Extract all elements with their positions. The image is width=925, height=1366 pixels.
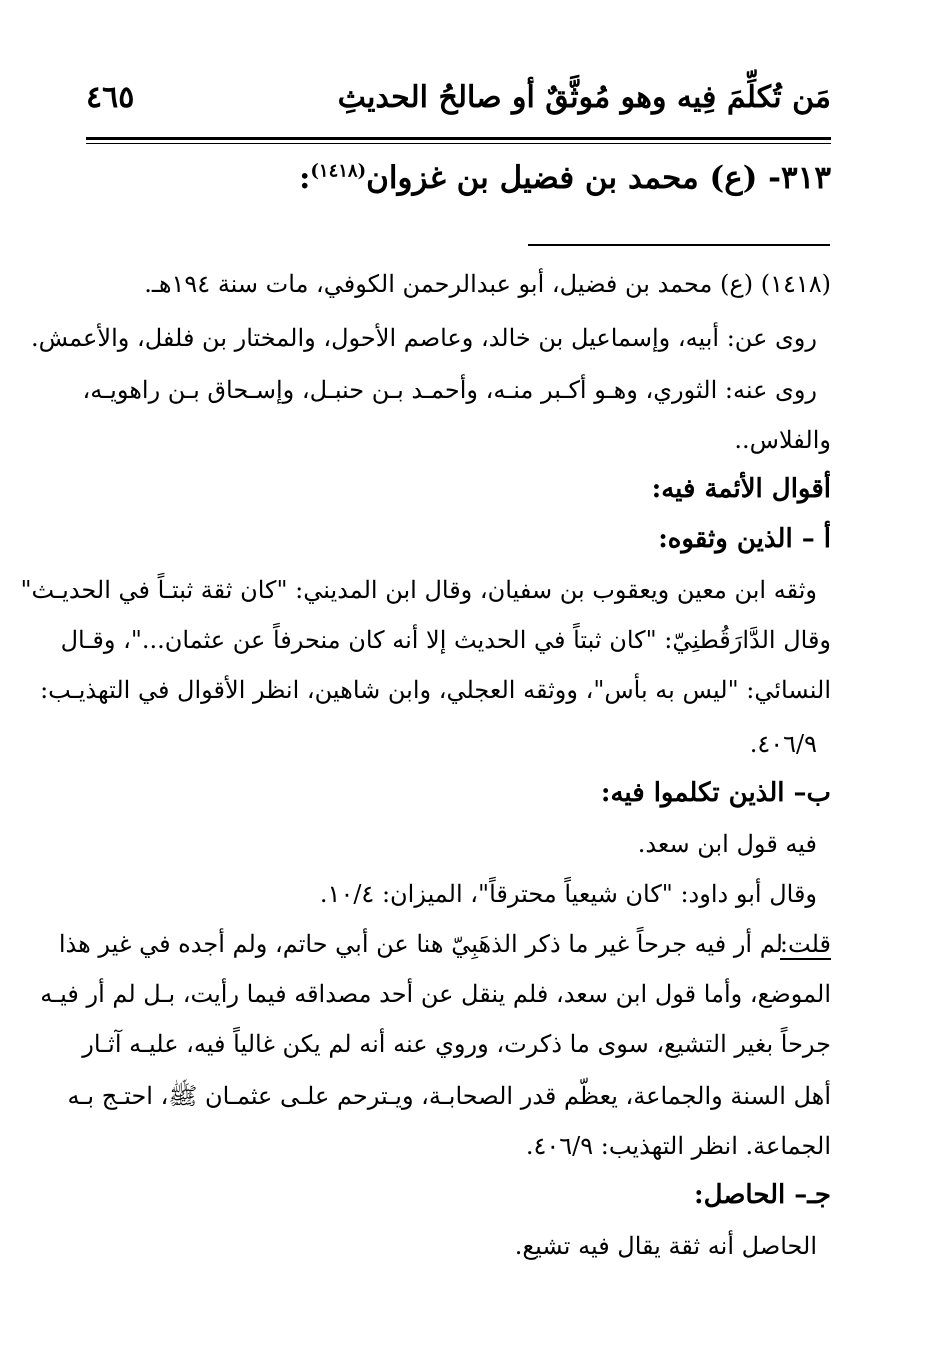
note-line-4: أهل السنة والجماعة، يعظّم قدر الصحابـة، ويـترحم علـى عثمـان ﷺ، احتـج بـه xyxy=(67,1082,831,1110)
paragraph-a-line-4: ٤٠٦/٩. xyxy=(749,730,817,758)
note-label xyxy=(780,932,831,956)
note-line-3: جرحاً بغير التشيع، سوى ما ذكرت، وروي عنه أنه لم يكن غالياً فيه، عليـه آثـار xyxy=(82,1030,831,1058)
paragraph-b-line-1: فيه قول ابن سعد. xyxy=(637,830,817,858)
footnote-reference: (١٤١٨) xyxy=(310,160,367,182)
footnote-line-3: روى عنه: الثوري، وهـو أكـبر منـه، وأحمـد بـن حنبـل، وإسـحاق بـن راهويـه، xyxy=(82,376,817,404)
footnote-line-4: والفلاس.. xyxy=(734,426,831,454)
footnote-line-1: (١٤١٨) (ع) محمد بن فضيل، أبو عبدالرحمن الكوفي، مات سنة ١٩٤هـ. xyxy=(144,270,831,298)
page-number: ٤٦٥ xyxy=(86,80,135,115)
note-line-5: الجماعة. انظر التهذيب: ٤٠٦/٩. xyxy=(525,1132,831,1160)
entry-title-text: ٣١٣- (ع) محمد بن فضيل بن غزوان xyxy=(366,160,831,196)
paragraph-a-line-2: وقال الدَّارَقُطنِيّ: "كان ثبتاً في الحديث إلا أنه كان منحرفاً عن عثمان..."، وقـال xyxy=(60,626,831,654)
entry-title-colon: : xyxy=(298,160,311,196)
paragraph-c-line-1: الحاصل أنه ثقة يقال فيه تشيع. xyxy=(514,1232,817,1260)
subsection-heading-c: جـ– الحاصل: xyxy=(694,1180,831,1210)
note-label-text: قلت: xyxy=(779,930,831,958)
paragraph-a-line-3: النسائي: "ليس به بأس"، ووثقه العجلي، وابن شاهين، انظر الأقوال في التهذيـب: xyxy=(40,676,831,704)
footnote-line-2: روى عن: أبيه، وإسماعيل بن خالد، وعاصم الأحول، والمختار بن فلفل، والأعمش. xyxy=(30,324,817,352)
footnote-body xyxy=(20,0,831,1366)
section-heading: أقوال الأئمة فيه: xyxy=(651,474,831,504)
paragraph-a-line-1: وثقه ابن معين ويعقوب بن سفيان، وقال ابن المديني: "كان ثقة ثبتـاً في الحديـث" xyxy=(20,576,817,604)
note-line-2: الموضع، وأما قول ابن سعد، فلم ينقل عن أحد مصداقه فيما رأيت، بـل لم أر فيـه xyxy=(40,980,831,1008)
paragraph-b-line-2: وقال أبو داود: "كان شيعياً محترقاً"، الميزان: ١٠/٤. xyxy=(319,880,817,908)
subsection-heading-b: ب– الذين تكلموا فيه: xyxy=(600,778,831,808)
running-title: مَن تُكلِّمَ فِيه وهو مُوثَّقٌ أو صالحُ الحديثِ xyxy=(337,80,831,115)
note-line-1: لم أر فيه جرحاً غير ما ذكر الذهَبِيّ هنا عن أبي حاتم، ولم أجده في غير هذا xyxy=(58,930,783,958)
subsection-heading-a: أ – الذين وثقوه: xyxy=(658,524,831,554)
